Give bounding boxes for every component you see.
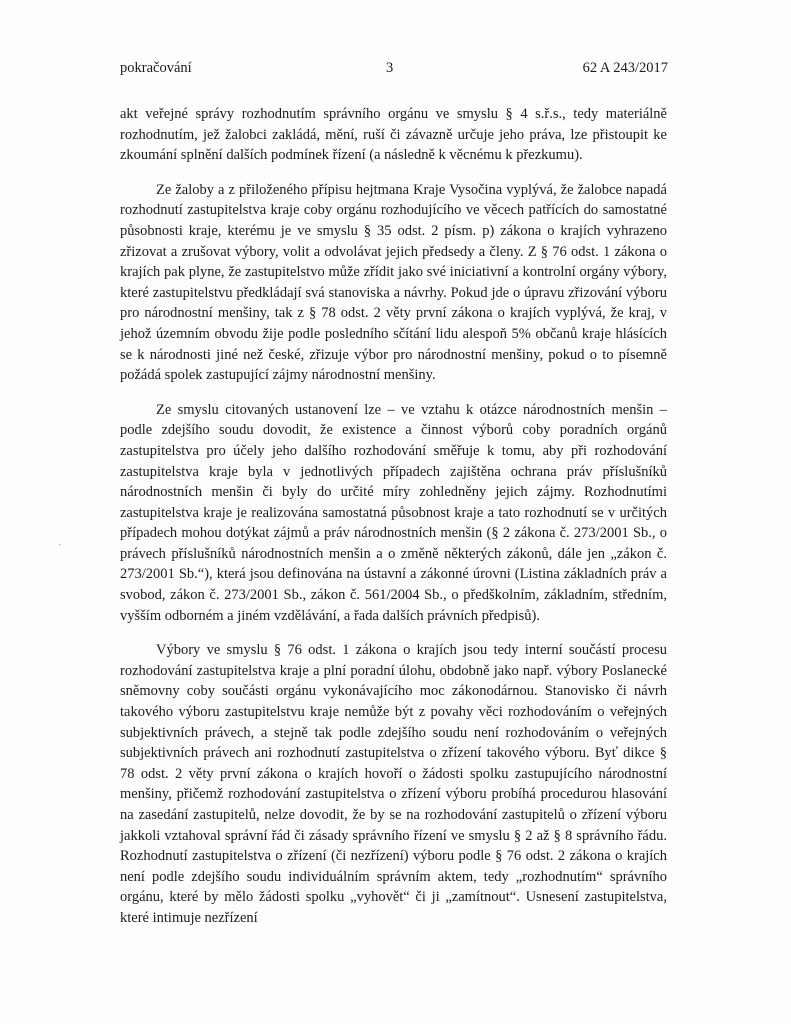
continuation-label: pokračování — [120, 60, 192, 76]
paragraph-1: akt veřejné správy rozhodnutím správního orgánu ve smyslu § 4 s.ř.s., tedy materiálně rozhodnutím, jež žalobci zakládá, mění, ruší či závazně určuje jeho práva, lze přistoupit ke zkoumání splnění dalších podmínek řízení (a následně k věcnému k přezkumu). — [120, 106, 667, 164]
paragraph-4: Výbory ve smyslu § 76 odst. 1 zákona o krajích jsou tedy interní součástí procesu rozhodování zastupitelstva kraje a plní poradní úlohu, obdobně jako např. výbory Poslanecké sněmovny coby součásti orgánu vykonávajícího moc zákonodárnou. Stanovisko či návrh takového výboru zastupitelstvu kraje nemůže být z povahy věci rozhodováním o veřejných subjektivních právech, a stejně tak podle zdejšího soudu není rozhodováním o veřejných subjektivních právech ani rozhodnutí zastupitelstva o zřízení takového výboru. Byť dikce § 78 odst. 2 věty první zákona o krajích hovoří o žádosti spolku zastupujícího národnostní menšiny, přičemž rozhodování zastupitelstva o zřízení výboru probíhá procedurou hlasování na zasedání zastupitelů, nelze dovodit, že by se na rozhodování zastupitelů o zřízení výboru jakkoli vztahoval správní řád či zásady správního řízení ve smyslu § 2 až § 8 správního řádu. Rozhodnutí zastupitelstva o zřízení (či nezřízení) výboru podle § 76 odst. 2 zákona o krajích není podle zdejšího soudu individuálním správním aktem, tedy „rozhodnutím“ správního orgánu, které by mělo žádosti spolku „vyhovět“ či ji „zamítnout“. Usnesení zastupitelstva, které intimuje nezřízení — [120, 642, 667, 926]
paragraph-3: Ze smyslu citovaných ustanovení lze – ve vztahu k otázce národnostních menšin – podle zdejšího soudu dovodit, že existence a činnost výborů coby poradních orgánů zastupitelstva pro účely jeho dalšího rozhodování směřuje k tomu, aby při rozhodování zastupitelstva kraje byla v jednotlivých případech zajištěna ochrana práv příslušníků národnostních menšin či byly do určité míry zohledněny jejich zájmy. Rozhodnutími zastupitelstva kraje je realizována samostatná působnost kraje a tato rozhodnutí se v určitých případech mohou dotýkat zájmů a práv národnostních menšin (§ 2 zákona č. 273/2001 Sb., o právech příslušníků národnostních menšin a o změně některých zákonů, dále jen „zákon č. 273/2001 Sb.“), která jsou definována na ústavní a zákonné úrovni (Listina základních práv a svobod, zákon č. 273/2001 Sb., zákon č. 561/2004 Sb., o předškolním, základním, středním, vyšším odborném a jiném vzdělávání, a řada dalších právních předpisů). — [120, 401, 667, 624]
page-number: 3 — [386, 60, 394, 76]
page-header — [120, 60, 668, 80]
document-body — [120, 104, 667, 943]
scan-speck: ˎ — [58, 535, 62, 546]
case-number: 62 A 243/2017 — [582, 60, 668, 76]
paragraph-2: Ze žaloby a z přiloženého přípisu hejtmana Kraje Vysočina vyplývá, že žalobce napadá rozhodnutí zastupitelstva kraje coby orgánu rozhodujícího ve věcech patřících do samostatné působnosti kraje, kterému je ve smyslu § 35 odst. 2 písm. p) zákona o krajích vyhrazeno zřizovat a zrušovat výbory, volit a odvolávat jejich předsedy a členy. Z § 76 odst. 1 zákona o krajích pak plyne, že zastupitelstvo může zřídit jako své iniciativní a kontrolní orgány výbory, které zastupitelstvu předkládají svá stanoviska a návrhy. Pokud jde o úpravu zřizování výboru pro národnostní menšiny, tak z § 78 odst. 2 věty první zákona o krajích vyplývá, že kraj, v jehož územním obvodu žije podle posledního sčítání lidu alespoň 5% občanů kraje hlásících se k národnosti jiné než české, zřizuje výbor pro národnostní menšiny, pokud o to písemně požádá spolek zastupující zájmy národnostní menšiny. — [120, 181, 667, 384]
